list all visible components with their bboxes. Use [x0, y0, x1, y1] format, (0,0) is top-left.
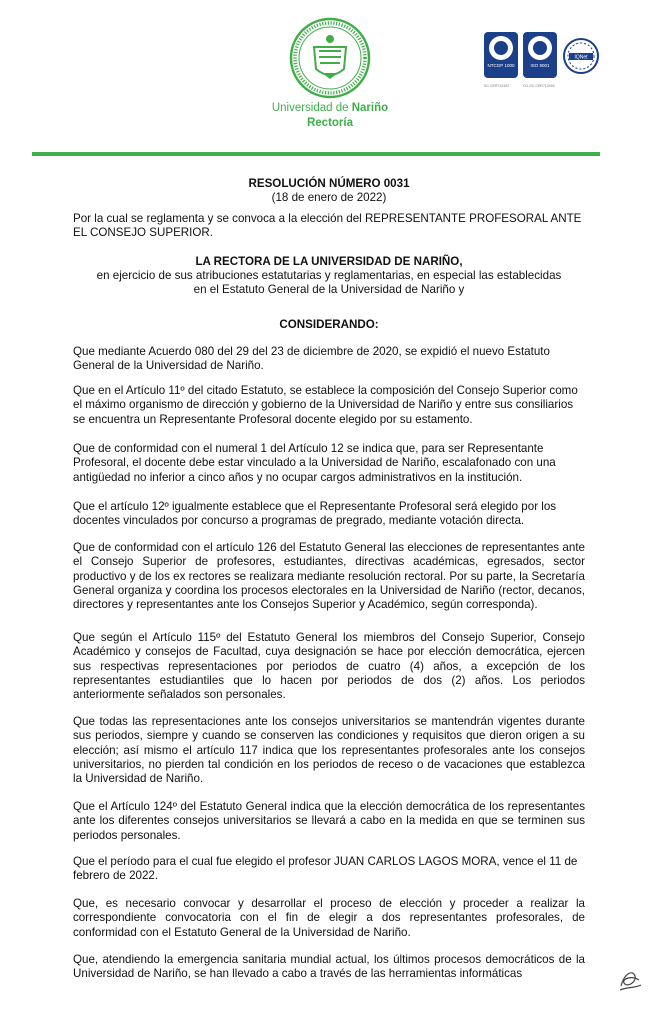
resolution-date: (18 de enero de 2022) — [271, 191, 387, 204]
header-divider — [32, 152, 600, 156]
margin-signature-icon — [615, 966, 645, 996]
paragraph-7: Que todas las representaciones ante los consejos universitarios se mantendrán vigentes durante sus periodos, siempre y cuando se conserven las condiciones y requisitos que dieron origen a su elección; así mismo el artículo 117 indica que los representantes profesorales ante los consejos universitarios, no pierden tal condición en los periodos de receso o de vacaciones que establezca la Universidad de Nariño. — [73, 715, 585, 786]
paragraph-2: Que en el Artículo 11º del citado Estatuto, se establece la composición del Consejo Superior como el máximo organismo de dirección y gobierno de la Universidad de Nariño y entre sus consiliarios se encuentra un Representante Profesoral docente elegido por su estamento. — [73, 384, 578, 426]
iso-cert-caption: CO-SC-CER712493 — [523, 84, 555, 88]
university-name: Universidad de Nariño — [271, 102, 389, 114]
iso-cert-badge: ISO 9001 — [523, 32, 557, 78]
authority-line-2: en el Estatuto General de la Universidad de Nariño y — [193, 283, 465, 296]
paragraph-10: Que, es necesario convocar y desarrollar el proceso de elección y proceder a realizar la correspondiente convocatoria con el fin de elegir a dos representantes profesorales, de conformidad con el Estatuto General de la Universidad de Nariño. — [73, 897, 585, 939]
resolution-title: RESOLUCIÓN NÚMERO 0031 — [248, 177, 410, 190]
paragraph-3: Que de conformidad con el numeral 1 del Artículo 12 se indica que, para ser Representante Profesoral, el docente debe estar vinculado a la Universidad de Nariño, escalafonado con una antigüedad no inferior a cinco años y no ocupar cargos administrativos en la institución. — [73, 442, 556, 484]
paragraph-8: Que el Artículo 124º del Estatuto General indica que la elección democrática de los representantes ante los diferentes consejos universitarios se llevará a cabo en la medida en que se terminen sus periodos personales. — [73, 800, 585, 842]
considerando-heading: CONSIDERANDO: — [279, 318, 379, 331]
university-seal-icon — [289, 17, 371, 99]
office-name: Rectoría — [306, 117, 354, 129]
iqnet-logo-icon — [563, 38, 599, 74]
ntcgp-cert-badge: NTCGP 1000 — [484, 32, 518, 78]
paragraph-5: Que de conformidad con el artículo 126 del Estatuto General las elecciones de representantes ante el Consejo Superior de profesores, estudiantes, directivas académicas, egresados, sector productivo y de los ex rectores se realizara mediante resolución rectoral. Por su parte, la Secretaría General organiza y coordina los procesos electorales en la Universidad de Nariño (rector, decanos, directores y representantes ante los Consejos Superior y Académico, según corresponda). — [73, 541, 585, 612]
paragraph-6: Que según el Artículo 115º del Estatuto General los miembros del Consejo Superior, Consejo Académico y consejos de Facultad, cuya designación se hace por elección democrática, ejercen sus respectivas representaciones por periodos de cuatro (4) años, a excepción de los representantes estudiantiles que lo hacen por periodos de dos (2) años. Los periodos anteriormente señalados son personales. — [73, 631, 585, 702]
paragraph-4: Que el artículo 12º igualmente establece que el Representante Profesoral será elegido por los docentes vinculados por concurso a programas de pregrado, mediante votación directa. — [73, 500, 557, 528]
paragraph-9: Que el período para el cual fue elegido el profesor JUAN CARLOS LAGOS MORA, vence el 11 de febrero de 2022. — [73, 855, 578, 883]
resolution-subject: Por la cual se reglamenta y se convoca a la elección del REPRESENTANTE PROFESORAL ANTE EL CONSEJO SUPERIOR. — [73, 212, 582, 240]
authority-line-1: en ejercicio de sus atribuciones estatutarias y reglamentarias, en especial las establecidas — [96, 269, 562, 282]
iqnet-label: IQNet — [574, 54, 588, 61]
authority-heading: LA RECTORA DE LA UNIVERSIDAD DE NARIÑO, — [195, 255, 463, 268]
ntcgp-cert-caption: SC-CER712492 — [484, 84, 510, 88]
paragraph-1: Que mediante Acuerdo 080 del 29 del 23 de diciembre de 2020, se expidió el nuevo Estatuto General de la Universidad de Nariño. — [73, 345, 550, 373]
paragraph-11: Que, atendiendo la emergencia sanitaria mundial actual, los últimos procesos democráticos de la Universidad de Nariño, se han llevado a cabo a través de las herramientas informáticas — [73, 953, 585, 981]
